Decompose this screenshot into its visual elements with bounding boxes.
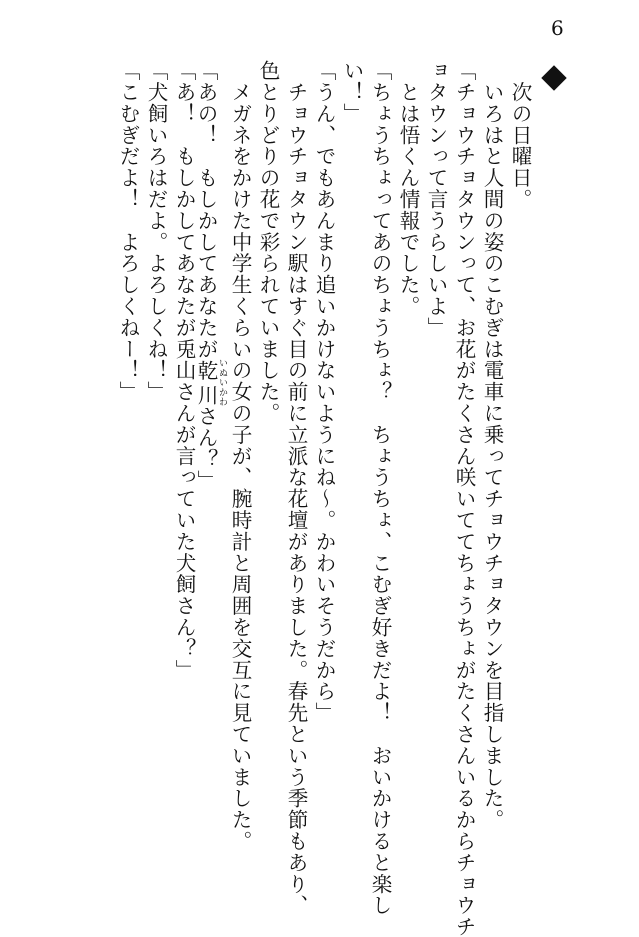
text-line-3: 「チョウチョタウンって、お花がたくさん咲いててちょうちょがたくさんいるからチョウチ bbox=[452, 60, 476, 937]
page-number: 6 bbox=[551, 16, 564, 40]
text-line-9: チョウチョタウン駅はすぐ目の前に立派な花壇がありました。春先という季節もあり、 bbox=[284, 60, 308, 916]
vertical-text-body bbox=[0, 60, 639, 937]
text-line-10: 色とりどりの花で彩られていました。 bbox=[256, 60, 280, 424]
text-line-2: いろはと人間の姿のこむぎは電車に乗ってチョウチョタウンを目指しました。 bbox=[480, 60, 504, 831]
text-line-7: い！」 bbox=[340, 60, 364, 125]
text-line-6: 「ちょうちょってあのちょうちょ？ ちょうちょ、こむぎ好きだよ！ おいかけると楽し bbox=[368, 60, 392, 916]
furigana-reading: いぬいかわ bbox=[217, 358, 227, 408]
text-line-15: 「こむぎだよ！ よろしくねー！」 bbox=[116, 60, 140, 403]
text-line-8: 「うん、でもあんまり追いかけないようにね〜。かわいそうだから」 bbox=[312, 60, 336, 724]
text-line-4: ョタウンって言うらしいよ」 bbox=[424, 60, 448, 339]
furigana-ruby: 乾川 いぬいかわ bbox=[194, 358, 227, 408]
text-line-11: メガネをかけた中学生くらいの女の子が、腕時計と周囲を交互に見ていました。 bbox=[228, 60, 252, 852]
text-line-5: とは悟くん情報でした。 bbox=[396, 60, 420, 317]
text-line-13: 「あ！ もしかしてあなたが兎山さんが言っていた犬飼さん？」 bbox=[172, 60, 196, 681]
text-line-1: 次の日曜日。 bbox=[508, 60, 532, 210]
text-line-12: 「あの！ もしかしてあなたが乾川 いぬいかわさん？」 bbox=[194, 60, 227, 492]
text-line-14: 「犬飼いろはだよ。よろしくね！」 bbox=[144, 60, 168, 403]
